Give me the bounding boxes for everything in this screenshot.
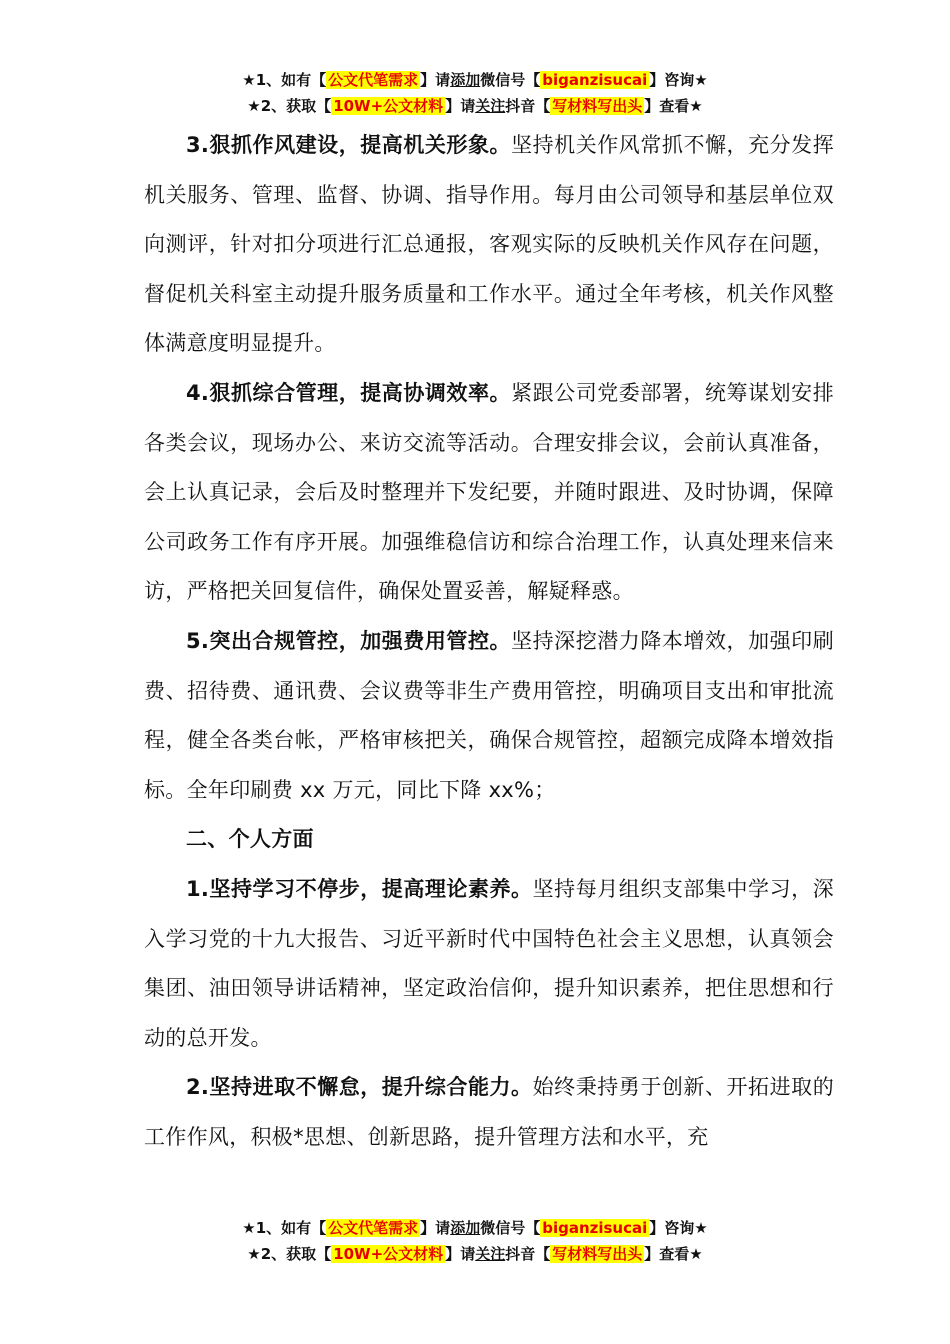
- promo-line-2-highlight-materials: 10W+公文材料: [333, 97, 444, 115]
- promo-line-1-suffix: 】咨询★: [649, 1219, 708, 1237]
- promo-line-2-highlight-materials: 10W+公文材料: [333, 1245, 444, 1263]
- promo-line-2-mid-b: 抖音【: [505, 97, 551, 115]
- promo-line-1-mid-a: 】请: [420, 1219, 451, 1237]
- promo-line-1-highlight-wechat: biganzisucai: [542, 71, 648, 89]
- paragraph-learning: [144, 865, 834, 1063]
- paragraph-heading: 3.狠抓作风建设，提高机关形象。: [186, 133, 512, 157]
- paragraph-comprehensive-management: [144, 369, 834, 617]
- promo-line-2-underline: 关注: [475, 1245, 506, 1263]
- paragraph-cost-control: [144, 617, 834, 815]
- paragraph-heading: 4.狠抓综合管理，提高协调效率。: [186, 380, 512, 405]
- paragraph-text: 坚持机关作风常抓不懈，充分发挥机关服务、管理、监督、协调、指导作用。每月由公司领导和基层单位双向测评，针对扣分项进行汇总通报，客观实际的反映机关作风存在问题，督促机关科室主动提升服务质量和工作水平。通过全年考核，机关作风整体满意度明显提升。: [144, 133, 835, 356]
- promo-line-2-underline: 关注: [475, 97, 506, 115]
- promo-line-2-mid-a: 】请: [445, 1245, 476, 1263]
- promo-line-1-mid-b: 微信号【: [480, 71, 541, 89]
- promo-line-1-prefix: ★1、如有【: [242, 71, 327, 89]
- paragraph-heading: 1.坚持学习不停步，提高理论素养。: [186, 876, 533, 901]
- paragraph-text: 坚持每月组织支部集中学习，深入学习党的十九大报告、习近平新时代中国特色社会主义思想，认真领会集团、油田领导讲话精神，坚定政治信仰，提升知识素养，把住思想和行动的总开发。: [144, 876, 834, 1050]
- promo-line-1: [0, 1215, 950, 1241]
- promo-line-1-underline: 添加: [450, 71, 481, 89]
- section-heading: 二、个人方面: [186, 827, 314, 852]
- paragraph-text: 始终秉持勇于创新、开拓进取的工作作风，积极*思想、创新思路，提升管理方法和水平，充: [144, 1075, 834, 1149]
- promo-line-1-highlight-service: 公文代笔需求: [328, 71, 419, 89]
- promo-line-1-highlight-wechat: biganzisucai: [542, 1219, 648, 1237]
- promo-line-1-suffix: 】咨询★: [649, 71, 708, 89]
- promo-line-1-underline: 添加: [450, 1219, 481, 1237]
- promo-line-1-mid-a: 】请: [420, 71, 451, 89]
- promo-line-2: [0, 1241, 950, 1267]
- promo-line-1: [0, 67, 950, 93]
- promo-line-2-suffix: 】查看★: [644, 97, 703, 115]
- promo-line-2-highlight-douyin: 写材料写出头: [552, 97, 643, 115]
- footer-promo-banner: [0, 1215, 950, 1267]
- paragraph-heading: 2.坚持进取不懈怠，提升综合能力。: [186, 1075, 533, 1100]
- promo-line-2-mid-a: 】请: [445, 97, 476, 115]
- paragraph-progress: [144, 1063, 834, 1162]
- promo-line-2-suffix: 】查看★: [644, 1245, 703, 1263]
- paragraph-work-style: [144, 121, 834, 369]
- document-body: [144, 121, 834, 1162]
- paragraph-heading: 5.突出合规管控，加强费用管控。: [186, 628, 512, 653]
- promo-line-2-highlight-douyin: 写材料写出头: [552, 1245, 643, 1263]
- header-promo-banner: [0, 67, 950, 119]
- promo-line-2-prefix: ★2、获取【: [247, 1245, 332, 1263]
- paragraph-text: 紧跟公司党委部署，统筹谋划安排各类会议，现场办公、来访交流等活动。合理安排会议，会前认真准备，会上认真记录，会后及时整理并下发纪要，并随时跟进、及时协调，保障公司政务工作有序开展。加强维稳信访和综合治理工作，认真处理来信来访，严格把关回复信件，确保处置妥善，解疑释惑。: [144, 380, 835, 604]
- promo-line-2-prefix: ★2、获取【: [247, 97, 332, 115]
- promo-line-1-prefix: ★1、如有【: [242, 1219, 327, 1237]
- section-heading-personal: [144, 815, 834, 865]
- promo-line-1-mid-b: 微信号【: [480, 1219, 541, 1237]
- promo-line-2: [0, 93, 950, 119]
- paragraph-text: 坚持深挖潜力降本增效，加强印刷费、招待费、通讯费、会议费等非生产费用管控，明确项目支出和审批流程，健全各类台帐，严格审核把关，确保合规管控，超额完成降本增效指标。全年印刷费 xx 万元，同比下降 xx%；: [144, 628, 835, 802]
- promo-line-1-highlight-service: 公文代笔需求: [328, 1219, 419, 1237]
- promo-line-2-mid-b: 抖音【: [505, 1245, 551, 1263]
